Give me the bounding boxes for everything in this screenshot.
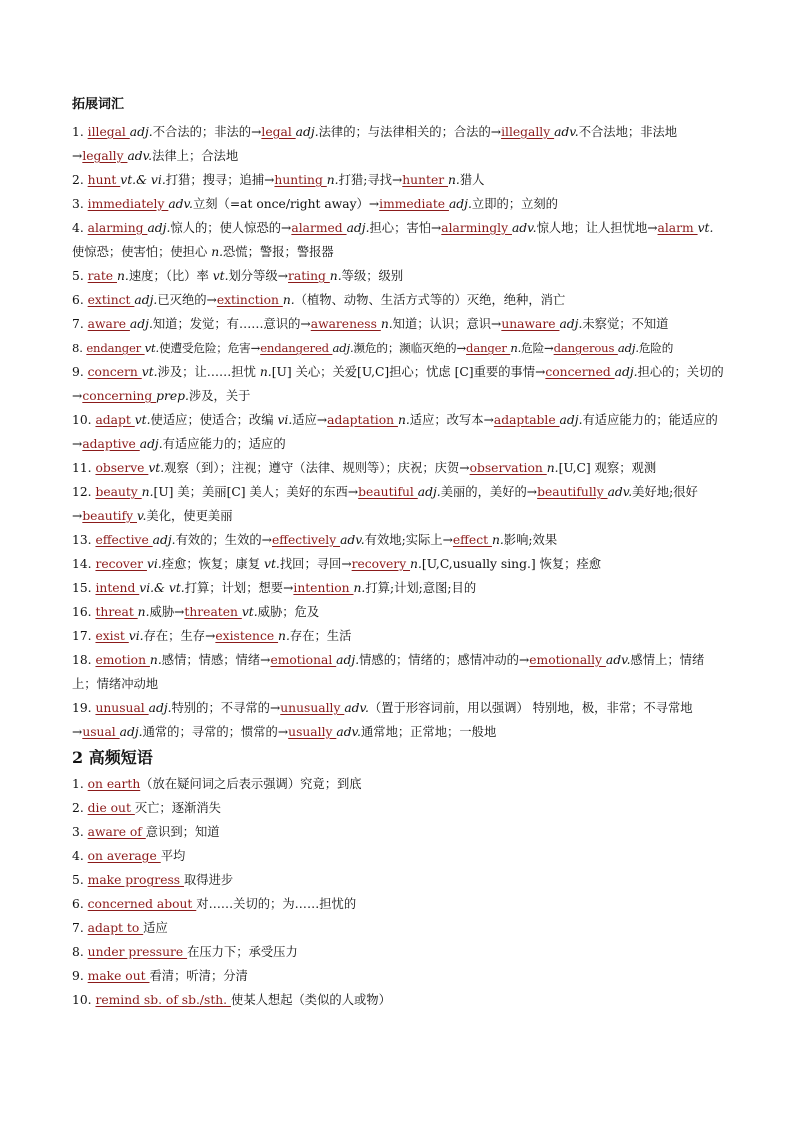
vocab-text: 19.: [72, 701, 96, 715]
part-of-speech: v.: [137, 509, 147, 523]
part-of-speech: n.: [259, 365, 272, 379]
vocab-word: exist: [95, 629, 129, 643]
phrase-zh: 看清；听清；分清: [149, 969, 248, 983]
vocab-text: 2.: [72, 173, 88, 187]
vocab-word: emotional: [270, 653, 337, 667]
vocab-text: 找回；寻回→: [279, 557, 352, 571]
phrase-number: 1.: [72, 777, 88, 791]
part-of-speech: vt.& vi.: [120, 173, 166, 187]
vocab-word: threaten: [184, 605, 242, 619]
part-of-speech: adv.: [605, 653, 631, 667]
part-of-speech: adj.: [147, 221, 171, 235]
vocab-text: 担心；害怕→: [369, 221, 442, 235]
part-of-speech: adv.: [607, 485, 633, 499]
vocab-item-10: [72, 408, 724, 456]
vocab-word: alarmed: [291, 221, 347, 235]
vocab-word: intend: [95, 581, 140, 595]
vocab-text: 涉及；让……担忧: [157, 365, 260, 379]
part-of-speech: adj.: [148, 701, 172, 715]
part-of-speech: n.: [510, 341, 522, 355]
vocab-word: awareness: [310, 317, 381, 331]
part-of-speech: vt.: [148, 461, 165, 475]
vocab-text: 划分等级→: [228, 269, 288, 283]
part-of-speech: adv.: [344, 701, 369, 715]
phrase-item-1: [72, 772, 724, 796]
vocab-text: 等级；级别: [341, 269, 404, 283]
vocab-text: 危险的: [638, 341, 674, 355]
vocab-text: 知道；发觉；有……意识的→: [152, 317, 311, 331]
vocab-item-6: [72, 288, 724, 312]
phrase-item-4: [72, 844, 724, 868]
vocab-word: effectively: [271, 533, 341, 547]
vocab-word: extinct: [87, 293, 135, 307]
vocab-word: unusual: [95, 701, 149, 715]
phrase-number: 6.: [72, 897, 88, 911]
vocab-text: 知道；认识；意识→: [392, 317, 502, 331]
phrase-item-2: [72, 796, 724, 820]
vocab-text: 15.: [72, 581, 96, 595]
vocab-text: 4.: [72, 221, 88, 235]
vocab-word: observation: [469, 461, 547, 475]
phrase-zh: 灭亡；逐渐消失: [134, 801, 221, 815]
vocab-item-11: [72, 456, 724, 480]
vocab-text: 18.: [72, 653, 96, 667]
part-of-speech: adj.: [139, 437, 163, 451]
vocab-item-13: [72, 528, 724, 552]
vocab-text: 惊人地；让人担忧地→: [536, 221, 658, 235]
phrase-zh: 在压力下；承受压力: [187, 945, 298, 959]
part-of-speech: n.: [278, 629, 290, 643]
phrase-item-5: [72, 868, 724, 892]
part-of-speech: n.: [546, 461, 559, 475]
vocab-word: effective: [95, 533, 153, 547]
part-of-speech: adj.: [448, 197, 472, 211]
vocab-item-8: [72, 336, 724, 360]
vocab-text: 使惊恐；使害怕；使担心: [72, 245, 212, 259]
phrase-number: 9.: [72, 969, 88, 983]
phrase-zh: 意识到；知道: [145, 825, 220, 839]
part-of-speech: adj.: [152, 533, 176, 547]
vocab-word: rating: [288, 269, 330, 283]
vocab-word: illegally: [501, 125, 555, 139]
vocab-text: 存在；生存→: [143, 629, 216, 643]
vocab-text: 使遭受危险；危害→: [159, 341, 261, 355]
vocab-text: 猎人: [459, 173, 485, 187]
phrase-zh: 平均: [160, 849, 186, 863]
vocab-text: 通常的；寻常的；惯常的→: [142, 725, 289, 739]
vocab-text: 担心的；关切的→: [72, 365, 724, 403]
vocab-text: 立刻（=at once/right away）→: [192, 197, 380, 211]
phrase-zh: 使某人想起（类似的人或物）: [231, 993, 391, 1007]
part-of-speech: vt.: [264, 557, 280, 571]
part-of-speech: adj.: [119, 725, 143, 739]
part-of-speech: n.: [329, 269, 342, 283]
vocab-text: 1.: [72, 125, 88, 139]
part-of-speech: prep.: [156, 389, 189, 403]
phrase-en: remind sb. of sb./sth.: [95, 993, 232, 1007]
vocab-text: 感情上；情绪上；情绪冲动地: [72, 653, 705, 691]
vocab-word: unusually: [280, 701, 345, 715]
vocab-text: [U] 美；美丽[C] 美人；美好的东西→: [153, 485, 359, 499]
vocab-item-18: [72, 648, 724, 696]
vocab-text: 打猎；搜寻；追捕→: [165, 173, 275, 187]
phrase-en: under pressure: [87, 945, 188, 959]
phrase-en: adapt to: [87, 921, 144, 935]
part-of-speech: adv.: [340, 533, 365, 547]
part-of-speech: n.: [410, 557, 422, 571]
vocab-word: hunting: [274, 173, 327, 187]
vocab-word: endangered: [260, 341, 333, 355]
phrase-en: aware of: [87, 825, 146, 839]
vocab-list: [72, 120, 724, 744]
part-of-speech: vt.: [134, 413, 151, 427]
part-of-speech: n.: [141, 485, 154, 499]
part-of-speech: n.: [326, 173, 339, 187]
vocab-item-5: [72, 264, 724, 288]
phrase-en: concerned about: [87, 897, 197, 911]
vocab-text: 不合法的；非法的→: [152, 125, 262, 139]
vocab-item-19: [72, 696, 724, 744]
part-of-speech: n.: [353, 581, 366, 595]
phrase-en: make progress: [87, 873, 184, 887]
part-of-speech: adv.: [168, 197, 193, 211]
vocab-word: intention: [293, 581, 354, 595]
part-of-speech: adv.: [511, 221, 537, 235]
phrase-number: 8.: [72, 945, 88, 959]
phrase-number: 5.: [72, 873, 88, 887]
vocab-word: alarm: [657, 221, 698, 235]
part-of-speech: adj.: [134, 293, 158, 307]
part-of-speech: adj.: [295, 125, 319, 139]
section-title-phrases: 2 高频短语: [72, 748, 153, 767]
vocab-word: recovery: [351, 557, 411, 571]
vocab-word: recover: [95, 557, 147, 571]
part-of-speech: adj.: [332, 341, 354, 355]
vocab-text: 威胁；危及: [257, 605, 320, 619]
vocab-word: beautiful: [358, 485, 418, 499]
vocab-text: 5.: [72, 269, 88, 283]
vocab-text: [U,C] 观察；观测: [558, 461, 657, 475]
vocab-word: alarming: [87, 221, 148, 235]
part-of-speech: vi.: [128, 629, 144, 643]
vocab-item-4: [72, 216, 724, 264]
vocab-word: alarmingly: [441, 221, 512, 235]
vocab-text: 涉及，关于: [188, 389, 251, 403]
vocab-word: threat: [95, 605, 138, 619]
vocab-word: concerning: [82, 389, 157, 403]
part-of-speech: adj.: [129, 125, 153, 139]
vocab-text: 恐慌；警报；警报器: [223, 245, 334, 259]
part-of-speech: adj.: [559, 317, 583, 331]
vocab-word: illegal: [87, 125, 130, 139]
vocab-text: 影响;效果: [503, 533, 558, 547]
vocab-item-7: [72, 312, 724, 336]
vocab-word: extinction: [216, 293, 283, 307]
vocab-item-17: [72, 624, 724, 648]
phrase-item-6: [72, 892, 724, 916]
vocab-text: 打算;计划;意图;目的: [365, 581, 477, 595]
vocab-text: 17.: [72, 629, 96, 643]
vocab-text: 存在；生活: [289, 629, 352, 643]
vocab-text: 通常地；正常地；一般地: [360, 725, 497, 739]
vocab-text: 惊人的；使人惊恐的→: [170, 221, 292, 235]
vocab-word: legal: [261, 125, 296, 139]
part-of-speech: adv.: [127, 149, 153, 163]
vocab-word: adapt: [95, 413, 135, 427]
phrase-zh: 取得进步: [184, 873, 234, 887]
vocab-word: hunt: [87, 173, 121, 187]
vocab-text: 7.: [72, 317, 88, 331]
vocab-text: 有适应能力的；能适应的→: [72, 413, 718, 451]
vocab-word: emotion: [95, 653, 150, 667]
phrase-en: make out: [87, 969, 150, 983]
part-of-speech: vt.: [141, 365, 158, 379]
part-of-speech: n.: [380, 317, 393, 331]
phrase-item-10: [72, 988, 724, 1012]
part-of-speech: n.: [491, 533, 504, 547]
part-of-speech: adj.: [346, 221, 370, 235]
phrase-item-8: [72, 940, 724, 964]
vocab-word: hunter: [402, 173, 449, 187]
phrase-number: 2.: [72, 801, 88, 815]
part-of-speech: n.: [448, 173, 460, 187]
vocab-text: [U,C,usually sing.] 恢复；痊愈: [421, 557, 602, 571]
part-of-speech: adj.: [617, 341, 639, 355]
vocab-item-16: [72, 600, 724, 624]
vocab-text: 未察觉；不知道: [582, 317, 669, 331]
vocab-text: 10.: [72, 413, 96, 427]
vocab-word: immediately: [87, 197, 169, 211]
vocab-word: usually: [288, 725, 337, 739]
phrase-en: on earth: [87, 777, 141, 791]
vocab-text: 12.: [72, 485, 96, 499]
vocab-word: concerned: [545, 365, 615, 379]
vocab-text: 立即的；立刻的: [471, 197, 558, 211]
part-of-speech: vt.: [144, 341, 160, 355]
vocab-item-3: [72, 192, 724, 216]
vocab-word: adaptation: [327, 413, 398, 427]
vocab-text: 打算；计划；想要→: [184, 581, 294, 595]
vocab-word: legally: [82, 149, 128, 163]
vocab-text: 13.: [72, 533, 96, 547]
vocab-text: （植物、动物、生活方式等的）灭绝，绝种，消亡: [294, 293, 566, 307]
vocab-text: 痊愈；恢复；康复: [161, 557, 265, 571]
vocab-text: 法律上；合法地: [152, 149, 239, 163]
phrase-number: 7.: [72, 921, 88, 935]
part-of-speech: adj.: [614, 365, 638, 379]
vocab-text: 不合法地；非法地→: [72, 125, 678, 163]
vocab-item-9: [72, 360, 724, 408]
vocab-text: 感情；情感；情绪→: [161, 653, 271, 667]
phrase-item-7: [72, 916, 724, 940]
section-title-vocab: 拓展词汇: [72, 97, 125, 112]
vocab-text: 美丽的，美好的→: [440, 485, 538, 499]
part-of-speech: vi.& vt.: [139, 581, 185, 595]
part-of-speech: adj.: [559, 413, 583, 427]
phrase-item-3: [72, 820, 724, 844]
part-of-speech: vt.: [241, 605, 258, 619]
vocab-text: 美化，使更美丽: [146, 509, 233, 523]
phrase-zh: 适应: [143, 921, 168, 935]
vocab-text: 威胁→: [149, 605, 185, 619]
part-of-speech: n.: [397, 413, 410, 427]
vocab-word: beauty: [95, 485, 142, 499]
phrase-number: 10.: [72, 993, 96, 1007]
vocab-text: 6.: [72, 293, 88, 307]
vocab-text: 有适应能力的；适应的: [162, 437, 286, 451]
vocab-word: observe: [95, 461, 149, 475]
vocab-word: dangerous: [553, 341, 618, 355]
part-of-speech: vt.: [697, 221, 714, 235]
vocab-text: [U] 关心；关爱[U,C]担心；忧虑 [C]重要的事情→: [271, 365, 546, 379]
vocab-word: aware: [87, 317, 130, 331]
vocab-text: 观察（到）；注视；遵守（法律、规则等）；庆祝；庆贺→: [164, 461, 470, 475]
vocab-word: unaware: [501, 317, 560, 331]
part-of-speech: vt.: [212, 269, 229, 283]
vocab-word: rate: [87, 269, 117, 283]
phrase-en: on average: [87, 849, 161, 863]
vocab-word: concern: [87, 365, 142, 379]
vocab-word: endanger: [86, 341, 145, 355]
phrase-item-9: [72, 964, 724, 988]
part-of-speech: n.: [211, 245, 224, 259]
vocab-word: existence: [215, 629, 279, 643]
vocab-text: 有效的；生效的→: [175, 533, 272, 547]
vocab-text: 8.: [72, 341, 87, 355]
part-of-speech: adj.: [336, 653, 360, 667]
vocab-text: 美好地;很好→: [72, 485, 698, 523]
vocab-item-12: [72, 480, 724, 528]
vocab-text: 特别的；不寻常的→: [171, 701, 281, 715]
vocab-item-2: [72, 168, 724, 192]
vocab-text: 打猎;寻找→: [338, 173, 403, 187]
vocab-text: 法律的；与法律相关的；合法的→: [318, 125, 502, 139]
vocab-text: 濒危的；濒临灭绝的→: [353, 341, 467, 355]
part-of-speech: adv.: [336, 725, 361, 739]
part-of-speech: vi.: [146, 557, 162, 571]
phrase-number: 4.: [72, 849, 88, 863]
vocab-text: （置于形容词前，用以强调） 特别地，极，非常；不寻常地→: [72, 701, 693, 739]
vocab-word: usual: [82, 725, 120, 739]
vocab-word: beautifully: [537, 485, 608, 499]
vocab-text: 11.: [72, 461, 96, 475]
part-of-speech: adv.: [554, 125, 579, 139]
part-of-speech: adj.: [417, 485, 441, 499]
vocab-item-14: [72, 552, 724, 576]
vocab-item-15: [72, 576, 724, 600]
part-of-speech: n.: [282, 293, 295, 307]
phrase-en: die out: [87, 801, 135, 815]
phrase-zh: 对……关切的；为……担忧的: [196, 897, 357, 911]
vocab-text: 危险→: [521, 341, 554, 355]
part-of-speech: n.: [137, 605, 150, 619]
part-of-speech: vi.: [277, 413, 293, 427]
vocab-text: 适应；改写本→: [409, 413, 494, 427]
vocab-word: beautify: [82, 509, 137, 523]
vocab-text: 适应→: [292, 413, 328, 427]
part-of-speech: adj.: [129, 317, 153, 331]
phrase-list: [72, 772, 724, 1012]
vocab-text: 3.: [72, 197, 88, 211]
part-of-speech: n.: [117, 269, 129, 283]
vocab-text: 使适应；使适合；改编: [150, 413, 278, 427]
vocab-word: effect: [452, 533, 492, 547]
vocab-text: 情感的；情绪的；感情冲动的→: [359, 653, 530, 667]
vocab-text: 已灭绝的→: [157, 293, 217, 307]
vocab-text: 有效地;实际上→: [364, 533, 453, 547]
vocab-word: adaptable: [493, 413, 560, 427]
vocab-word: emotionally: [529, 653, 606, 667]
phrase-zh: （放在疑问词之后表示强调）究竟；到底: [140, 777, 362, 791]
phrase-number: 3.: [72, 825, 88, 839]
vocab-text: 速度；（比）率: [128, 269, 213, 283]
vocab-item-1: [72, 120, 724, 168]
vocab-text: 16.: [72, 605, 96, 619]
document-page: [72, 96, 724, 1012]
part-of-speech: n.: [149, 653, 162, 667]
vocab-word: danger: [466, 341, 511, 355]
vocab-text: 9.: [72, 365, 88, 379]
vocab-word: adaptive: [82, 437, 140, 451]
vocab-text: 14.: [72, 557, 96, 571]
vocab-word: immediate: [379, 197, 449, 211]
